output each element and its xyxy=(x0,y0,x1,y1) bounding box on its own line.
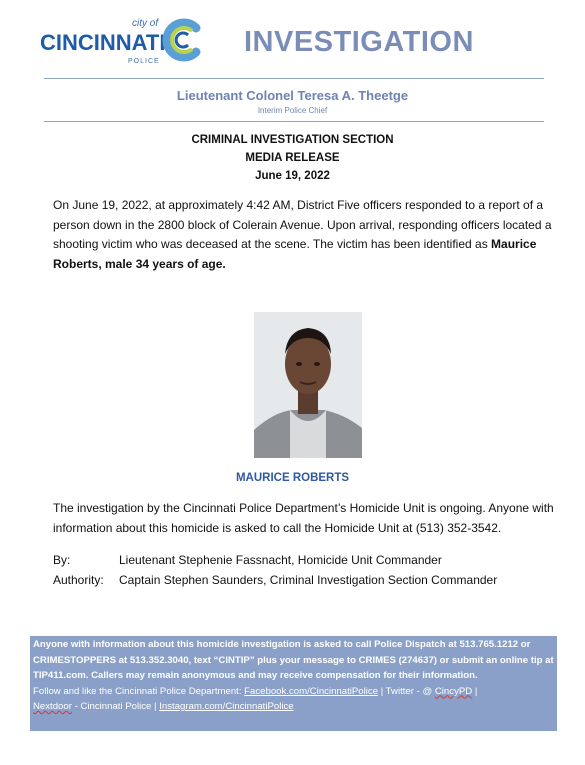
photo-caption: MAURICE ROBERTS xyxy=(235,472,350,484)
logo-police-text: POLICE xyxy=(128,58,160,65)
logo-city-of: city of xyxy=(132,18,159,29)
credit-authority-value: Captain Stephen Saunders, Criminal Investigation Section Commander xyxy=(119,572,498,587)
tip-banner xyxy=(30,636,557,731)
incident-paragraph xyxy=(53,196,563,274)
twitter-separator: | Twitter - @ xyxy=(378,685,435,697)
nextdoor-text: - Cincinnati Police | xyxy=(71,701,160,712)
credit-authority-label: Authority: xyxy=(53,572,104,587)
twitter-handle[interactable]: CincyPD xyxy=(434,685,473,697)
credit-by-row xyxy=(53,551,497,571)
page-title: INVESTIGATION xyxy=(244,26,474,58)
cincinnati-police-logo xyxy=(40,18,210,70)
nextdoor-separator: | xyxy=(472,685,478,697)
release-section: CRIMINAL INVESTIGATION SECTION xyxy=(191,134,394,146)
victim-portrait-icon xyxy=(254,312,362,458)
tip-text: Anyone with information about this homicide investigation is asked to call Police Dispatch at 513.765.1212 or CRIMESTOPPERS at 513.352.3040, text “CINTIP” plus your message to CRIMES (274637) or submit an online tip at TIP411.com. Callers may remain anonymous and may receive compensation for their information. xyxy=(33,639,554,681)
credit-by-label: By: xyxy=(53,553,71,567)
chief-title: Interim Police Chief xyxy=(257,106,328,115)
release-type: MEDIA RELEASE xyxy=(245,152,340,164)
credit-by-value: Lieutenant Stephenie Fassnacht, Homicide Unit Commander xyxy=(119,553,442,567)
logo-c-mark-icon xyxy=(158,16,206,64)
release-heading xyxy=(0,131,585,185)
instagram-link[interactable]: Instagram.com/CincinnatiPolice xyxy=(159,701,294,712)
investigation-paragraph: The investigation by the Cincinnati Police Department’s Homicide Unit is ongoing. Anyone with information about this homicide is asked to call the Homicide Unit at (513) 352-3542. xyxy=(53,501,554,535)
follow-line xyxy=(33,684,554,715)
header-divider xyxy=(44,78,544,79)
release-date: June 19, 2022 xyxy=(255,170,330,182)
facebook-link[interactable]: Facebook.com/CincinnatiPolice xyxy=(244,685,379,697)
chief-name: Lieutenant Colonel Teresa A. Theetge xyxy=(176,88,409,103)
victim-photo xyxy=(254,312,362,458)
credit-authority-row xyxy=(53,571,497,591)
credits-block xyxy=(53,551,497,590)
victim-identity: Maurice Roberts, male 34 years of age xyxy=(53,237,537,271)
incident-text: On June 19, 2022, at approximately 4:42 AM, District Five officers responded to a report of a person down in the 2800 block of Colerain Avenue. Upon arrival, responding officers located a shooting victim who was deceased at the scene. The victim has been identified as xyxy=(53,198,552,251)
nextdoor-label: Nextdoor xyxy=(33,701,72,712)
incident-end: . xyxy=(222,256,226,271)
follow-text: Follow and like the Cincinnati Police Department: xyxy=(33,685,245,697)
logo-city-name: CINCINNATI xyxy=(40,30,166,55)
page-header xyxy=(0,0,585,80)
chief-divider xyxy=(44,121,544,122)
